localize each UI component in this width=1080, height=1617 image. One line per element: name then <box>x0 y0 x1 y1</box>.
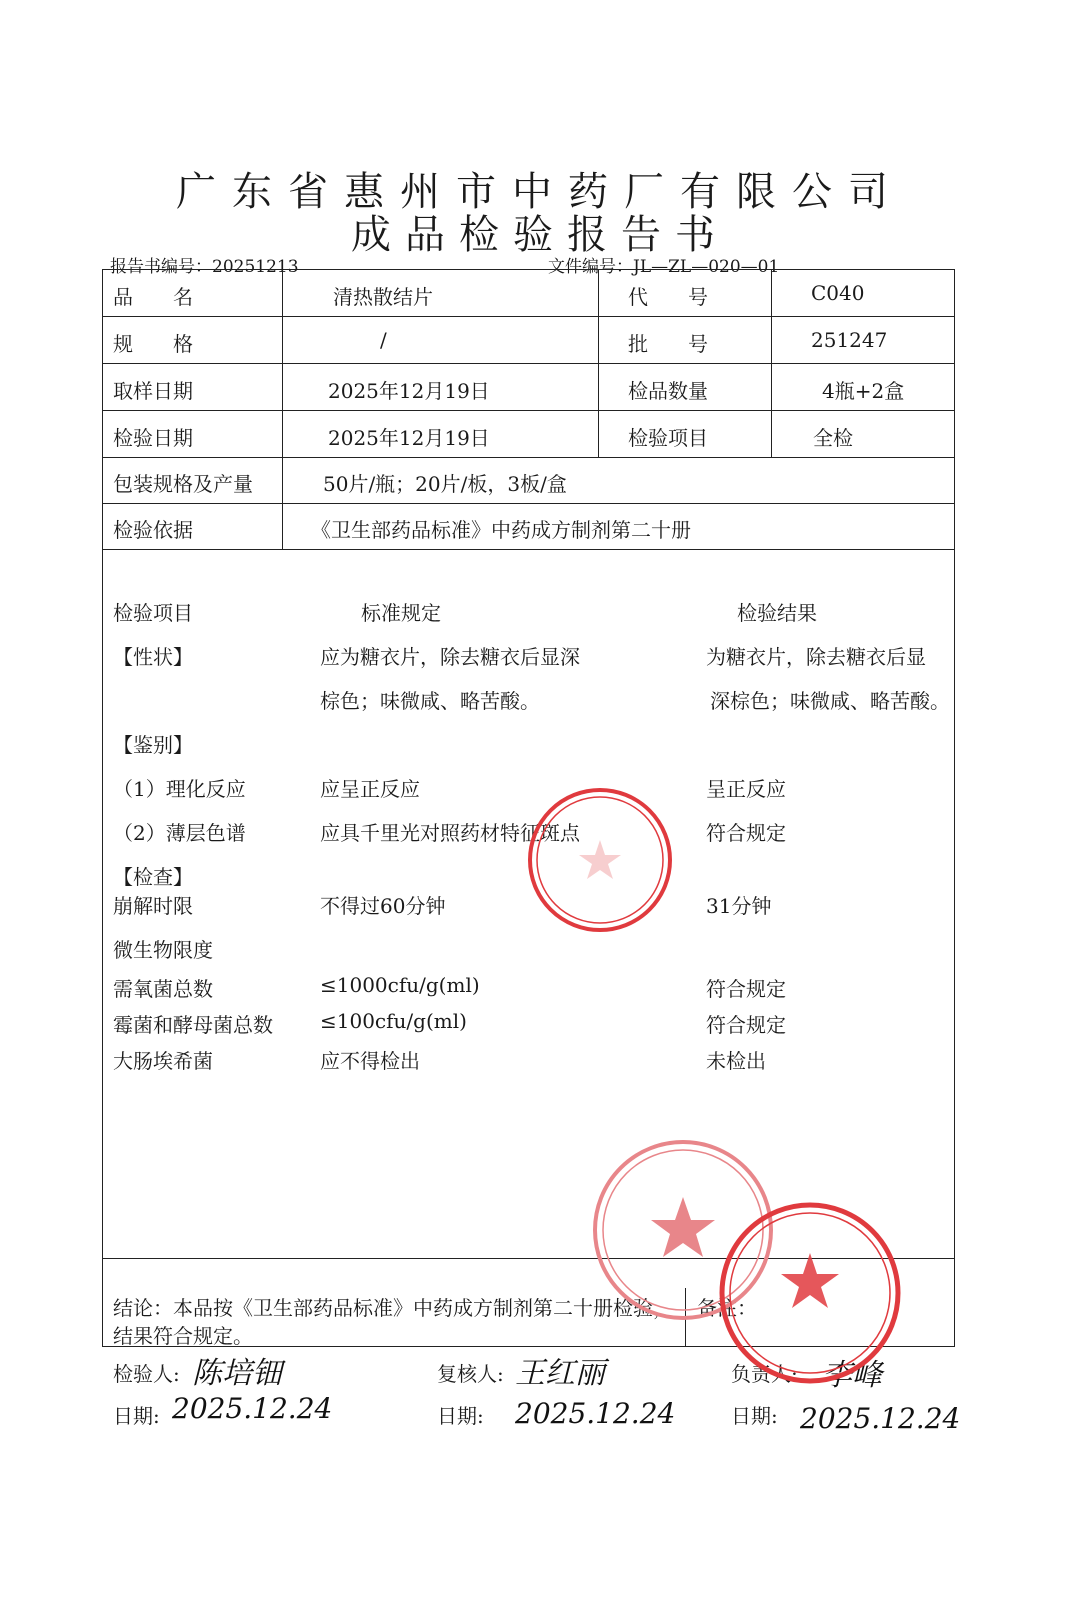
disintegration-standard: 不得过60分钟 <box>320 894 446 918</box>
ecoli-name: 大肠埃希菌 <box>113 1049 213 1073</box>
conclusion-line2: 结果符合规定。 <box>113 1324 253 1348</box>
test-item-label: 检验项目 <box>628 426 708 450</box>
manager-signature: 李峰 <box>822 1358 882 1393</box>
quality-management-stamp <box>525 785 675 935</box>
disintegration-result: 31分钟 <box>706 894 772 918</box>
packing-value: 50片/瓶；20片/板，3板/盒 <box>323 472 567 496</box>
reviewer-signature: 王红丽 <box>515 1356 605 1391</box>
mold-name: 霉菌和酵母菌总数 <box>113 1013 273 1037</box>
mold-standard: ≤100cfu/g(ml) <box>320 1009 467 1033</box>
report-title: 成品检验报告书 <box>351 212 729 258</box>
aerobic-name: 需氧菌总数 <box>113 977 213 1001</box>
col-standard-header: 标准规定 <box>361 601 441 625</box>
spec-label: 规 格 <box>113 332 193 356</box>
file-number: 文件编号：JL—ZL—020—01 <box>548 257 780 277</box>
characteristics-standard-line2: 棕色；味微咸、略苦酸。 <box>320 689 540 713</box>
basis-label: 检验依据 <box>113 518 193 542</box>
test-date-label: 检验日期 <box>113 426 193 450</box>
company-title: 广东省惠州市中药厂有限公司 <box>176 169 904 215</box>
batch-value: 251247 <box>811 328 888 352</box>
aerobic-result: 符合规定 <box>706 977 786 1001</box>
packing-label: 包装规格及产量 <box>113 472 253 496</box>
disintegration-name: 崩解时限 <box>113 894 193 918</box>
ecoli-standard: 应不得检出 <box>320 1049 420 1073</box>
characteristics-standard-line1: 应为糖衣片，除去糖衣后显深 <box>320 645 580 669</box>
manager-date-label: 日期: <box>731 1404 778 1428</box>
manager-date: 2025.12.24 <box>800 1402 961 1435</box>
code-value: C040 <box>811 281 865 305</box>
characteristics-result-line2: 深棕色；味微咸、略苦酸。 <box>710 689 950 713</box>
ecoli-result: 未检出 <box>706 1049 766 1073</box>
ident1-standard: 应呈正反应 <box>320 777 420 801</box>
ident1-result: 呈正反应 <box>706 777 786 801</box>
ident1-name: （1）理化反应 <box>113 777 246 801</box>
reviewer-label: 复核人: <box>437 1362 504 1386</box>
manager-label: 负责人: <box>731 1362 798 1386</box>
spec-value: / <box>380 328 387 352</box>
test-date-value: 2025年12月19日 <box>328 426 490 450</box>
identification-title: 【鉴别】 <box>113 733 193 757</box>
test-item-value: 全检 <box>813 426 853 450</box>
aerobic-standard: ≤1000cfu/g(ml) <box>320 973 480 997</box>
microbial-title: 微生物限度 <box>113 938 213 962</box>
batch-label: 批 号 <box>628 332 708 356</box>
inspector-signature: 陈培钿 <box>192 1356 282 1391</box>
remark-label: 备注： <box>697 1296 757 1320</box>
check-title: 【检查】 <box>113 865 193 889</box>
report-number: 报告书编号：20251213 <box>110 257 299 277</box>
ident2-name: （2）薄层色谱 <box>113 821 246 845</box>
sample-qty-label: 检品数量 <box>628 379 708 403</box>
product-value: 清热散结片 <box>333 285 433 309</box>
inspector-date-label: 日期: <box>113 1404 160 1428</box>
basis-value: 《卫生部药品标准》中药成方制剂第二十册 <box>311 518 691 542</box>
sample-qty-value: 4瓶+2盒 <box>822 379 905 403</box>
ident2-result: 符合规定 <box>706 821 786 845</box>
ident2-standard: 应具千里光对照药材特征斑点 <box>320 821 580 845</box>
code-label: 代 号 <box>628 285 708 309</box>
reviewer-date-label: 日期: <box>437 1404 484 1428</box>
conclusion-line1: 结论：本品按《卫生部药品标准》中药成方制剂第二十册检验， <box>113 1296 673 1320</box>
sample-date-label: 取样日期 <box>113 379 193 403</box>
inspector-label: 检验人: <box>113 1362 180 1386</box>
characteristics-title: 【性状】 <box>113 645 193 669</box>
inspector-date: 2025.12.24 <box>172 1392 333 1425</box>
sample-date-value: 2025年12月19日 <box>328 379 490 403</box>
col-result-header: 检验结果 <box>737 601 817 625</box>
factory-inspection-stamp <box>715 1198 905 1388</box>
mold-result: 符合规定 <box>706 1013 786 1037</box>
product-label: 品 名 <box>113 285 193 309</box>
col-item-header: 检验项目 <box>113 601 193 625</box>
characteristics-result-line1: 为糖衣片，除去糖衣后显 <box>706 645 926 669</box>
reviewer-date: 2025.12.24 <box>515 1397 676 1430</box>
